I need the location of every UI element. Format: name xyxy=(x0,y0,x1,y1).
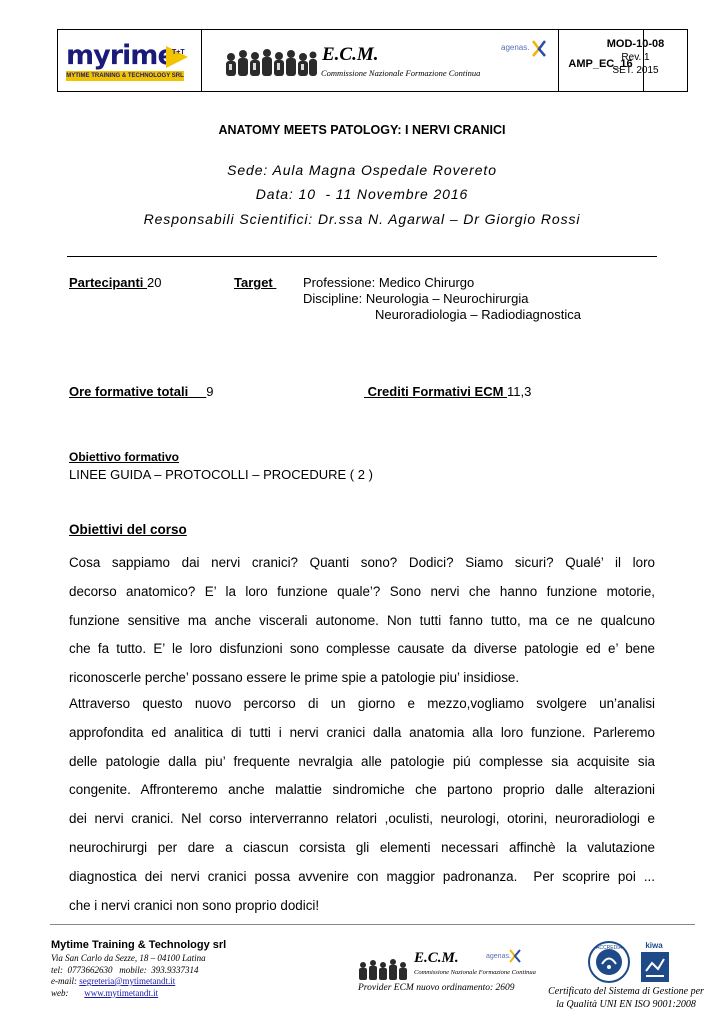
certification-line-1: Certificato del Sistema di Gestione per xyxy=(548,986,704,997)
obiettivi-paragraph-1 xyxy=(69,549,655,693)
paragraph-line: diagnostica dei nervi cranici possa avvenire con maggior padronanza. Per scoprire poi ... xyxy=(69,868,655,884)
ore-formative xyxy=(69,384,214,399)
paragraph-line: che fa tutto. E’ le loro disfunzioni sono complesse causate da diverse patologie ed e’ bene xyxy=(69,641,655,657)
footer-web-link[interactable]: www.mytimetandt.it xyxy=(84,987,159,998)
footer-phone: tel: 0773662630 mobile: 393.9337314 xyxy=(51,964,199,975)
mytime-logo-subtitle: MYTIME TRAINING & TECHNOLOGY SRL xyxy=(66,73,184,79)
obiettivo-formativo-label: Obiettivo formativo xyxy=(69,450,180,464)
header-mod-cell xyxy=(585,38,686,77)
partecipanti xyxy=(69,275,162,290)
footer-company: Mytime Training & Technology srl xyxy=(51,939,227,951)
partecipanti-value: 20 xyxy=(147,275,162,290)
footer-provider xyxy=(358,983,515,993)
course-title: ANATOMY MEETS PATOLOGY: I NERVI CRANICI xyxy=(218,123,506,137)
crediti-label: Crediti Formativi ECM xyxy=(364,384,508,399)
ore-value: 9 xyxy=(206,384,214,399)
paragraph-line: delle patologie dalla piu’ frequente nevralgia alle patologie piú complesse sia acquisite sia xyxy=(69,753,655,769)
ecm-title: E.C.M. xyxy=(322,44,379,65)
crediti-value: 11,3 xyxy=(507,384,532,399)
kiwa-logo: kiwa xyxy=(645,941,663,950)
mytime-logo-wordmark: myrime xyxy=(66,40,175,71)
paragraph-line: dei nervi cranici. Nel corso interverranno relatori ,oculisti, neurologi, otorini, neuroradiologi e xyxy=(69,811,655,827)
certification-text xyxy=(546,985,706,1011)
certification-line-2: la Qualità UNI EN ISO 9001:2008 xyxy=(556,999,696,1010)
paragraph-line: congenite. Affronteremo anche malattie sindromiche che partono proprio dalle alterazioni xyxy=(69,782,655,798)
footer-ecm-title: E.C.M. xyxy=(414,950,459,966)
paragraph-line: neurochirurgi per dare a ciascun corsista gli elementi necessari affinchè la valutazione xyxy=(69,839,655,855)
mytime-logo-tt: T+T xyxy=(172,49,185,56)
paragraph-line: approfondita ed analitica di tutti i nervi cranici dalla anatomia alla loro funzione. Parleremo xyxy=(69,724,655,740)
paragraph-line: Cosa sappiamo dai nervi cranici? Quanti sono? Dodici? Siamo sicuri? Qualé’ il loro xyxy=(69,555,655,570)
footer-divider xyxy=(50,924,695,925)
paragraph-line: funzione sensitive ma anche viscerali autonome. Non tutti fanno tutto, ma ce ne qualcuno xyxy=(69,612,655,628)
discipline-line-1: Discipline: Neurologia – Neurochirurgia xyxy=(303,291,529,306)
agenas-mark-icon xyxy=(531,39,547,57)
obiettivi-corso-label: Obiettivi del corso xyxy=(69,522,187,537)
kiwa-badge-icon xyxy=(640,951,670,983)
header-ecm-cell xyxy=(201,30,559,91)
course-data: Data: 10 - 11 Novembre 2016 xyxy=(255,186,469,202)
paragraph-line: che i nervi cranici non sono proprio dodici! xyxy=(69,897,320,913)
footer-email-link[interactable]: segreteria@mytimetandt.it xyxy=(79,976,176,986)
revision: Rev. 1 xyxy=(621,52,650,63)
course-sede: Sede: Aula Magna Ospedale Rovereto xyxy=(227,162,497,178)
partecipanti-label: Partecipanti xyxy=(69,275,148,290)
footer-ecm-photo xyxy=(357,954,413,982)
obiettivi-paragraph-2 xyxy=(69,690,655,920)
course-responsabili: Responsabili Scientifici: Dr.ssa N. Agarwal – Dr Giorgio Rossi xyxy=(143,211,581,227)
crediti-formativi xyxy=(364,384,531,399)
paragraph-line: Attraverso questo nuovo percorso di un giorno e mezzo,vogliamo svolgere un’analisi xyxy=(69,696,655,711)
mytime-logo xyxy=(66,42,193,80)
obiettivo-formativo-value: LINEE GUIDA – PROTOCOLLI – PROCEDURE ( 2 ) xyxy=(69,467,373,482)
provider-text: Provider ECM nuovo ordinamento: 2609 xyxy=(358,983,515,993)
footer-agenas-mark-icon xyxy=(508,948,522,964)
accredia-label: ACCREDIA xyxy=(596,945,622,951)
footer-ecm-subtitle: Commissione Nazionale Formazione Continua xyxy=(414,969,536,976)
footer-web-row xyxy=(51,988,206,1000)
agenas-logo: agenas. xyxy=(501,43,530,52)
accredia-badge-icon xyxy=(588,941,630,983)
professione: Professione: Medico Chirurgo xyxy=(303,275,475,290)
footer-address: Via San Carlo da Sezze, 18 – 04100 Latina xyxy=(51,953,206,963)
ecm-subtitle: Commissione Nazionale Formazione Continua xyxy=(321,68,481,78)
revision-date: SET. 2015 xyxy=(612,65,659,76)
paragraph-line: decorso anatomico? E’ la loro funzione quale’? Sono nervi che hanno funzione motorie, xyxy=(69,583,655,599)
header-logo-cell xyxy=(58,30,202,91)
ore-label: Ore formative totali xyxy=(69,384,207,399)
footer-agenas-logo: agenas. xyxy=(486,953,511,960)
target-label: Target xyxy=(234,275,277,290)
footer-email-label: e-mail: xyxy=(51,976,80,986)
title-divider xyxy=(67,256,657,257)
discipline-line-2: Neuroradiologia – Radiodiagnostica xyxy=(375,307,581,322)
document-code: AMP_EC_16 xyxy=(568,58,633,70)
paragraph-line: riconoscerle perche’ possano essere le prime spie a patologie piu’ insidiose. xyxy=(69,670,520,686)
mod-number: MOD-10-08 xyxy=(606,38,665,50)
footer-web-label: web: xyxy=(51,987,85,998)
footer-contacts xyxy=(51,953,206,999)
footer-email-row xyxy=(51,976,206,988)
ecm-group-photo xyxy=(223,44,318,78)
